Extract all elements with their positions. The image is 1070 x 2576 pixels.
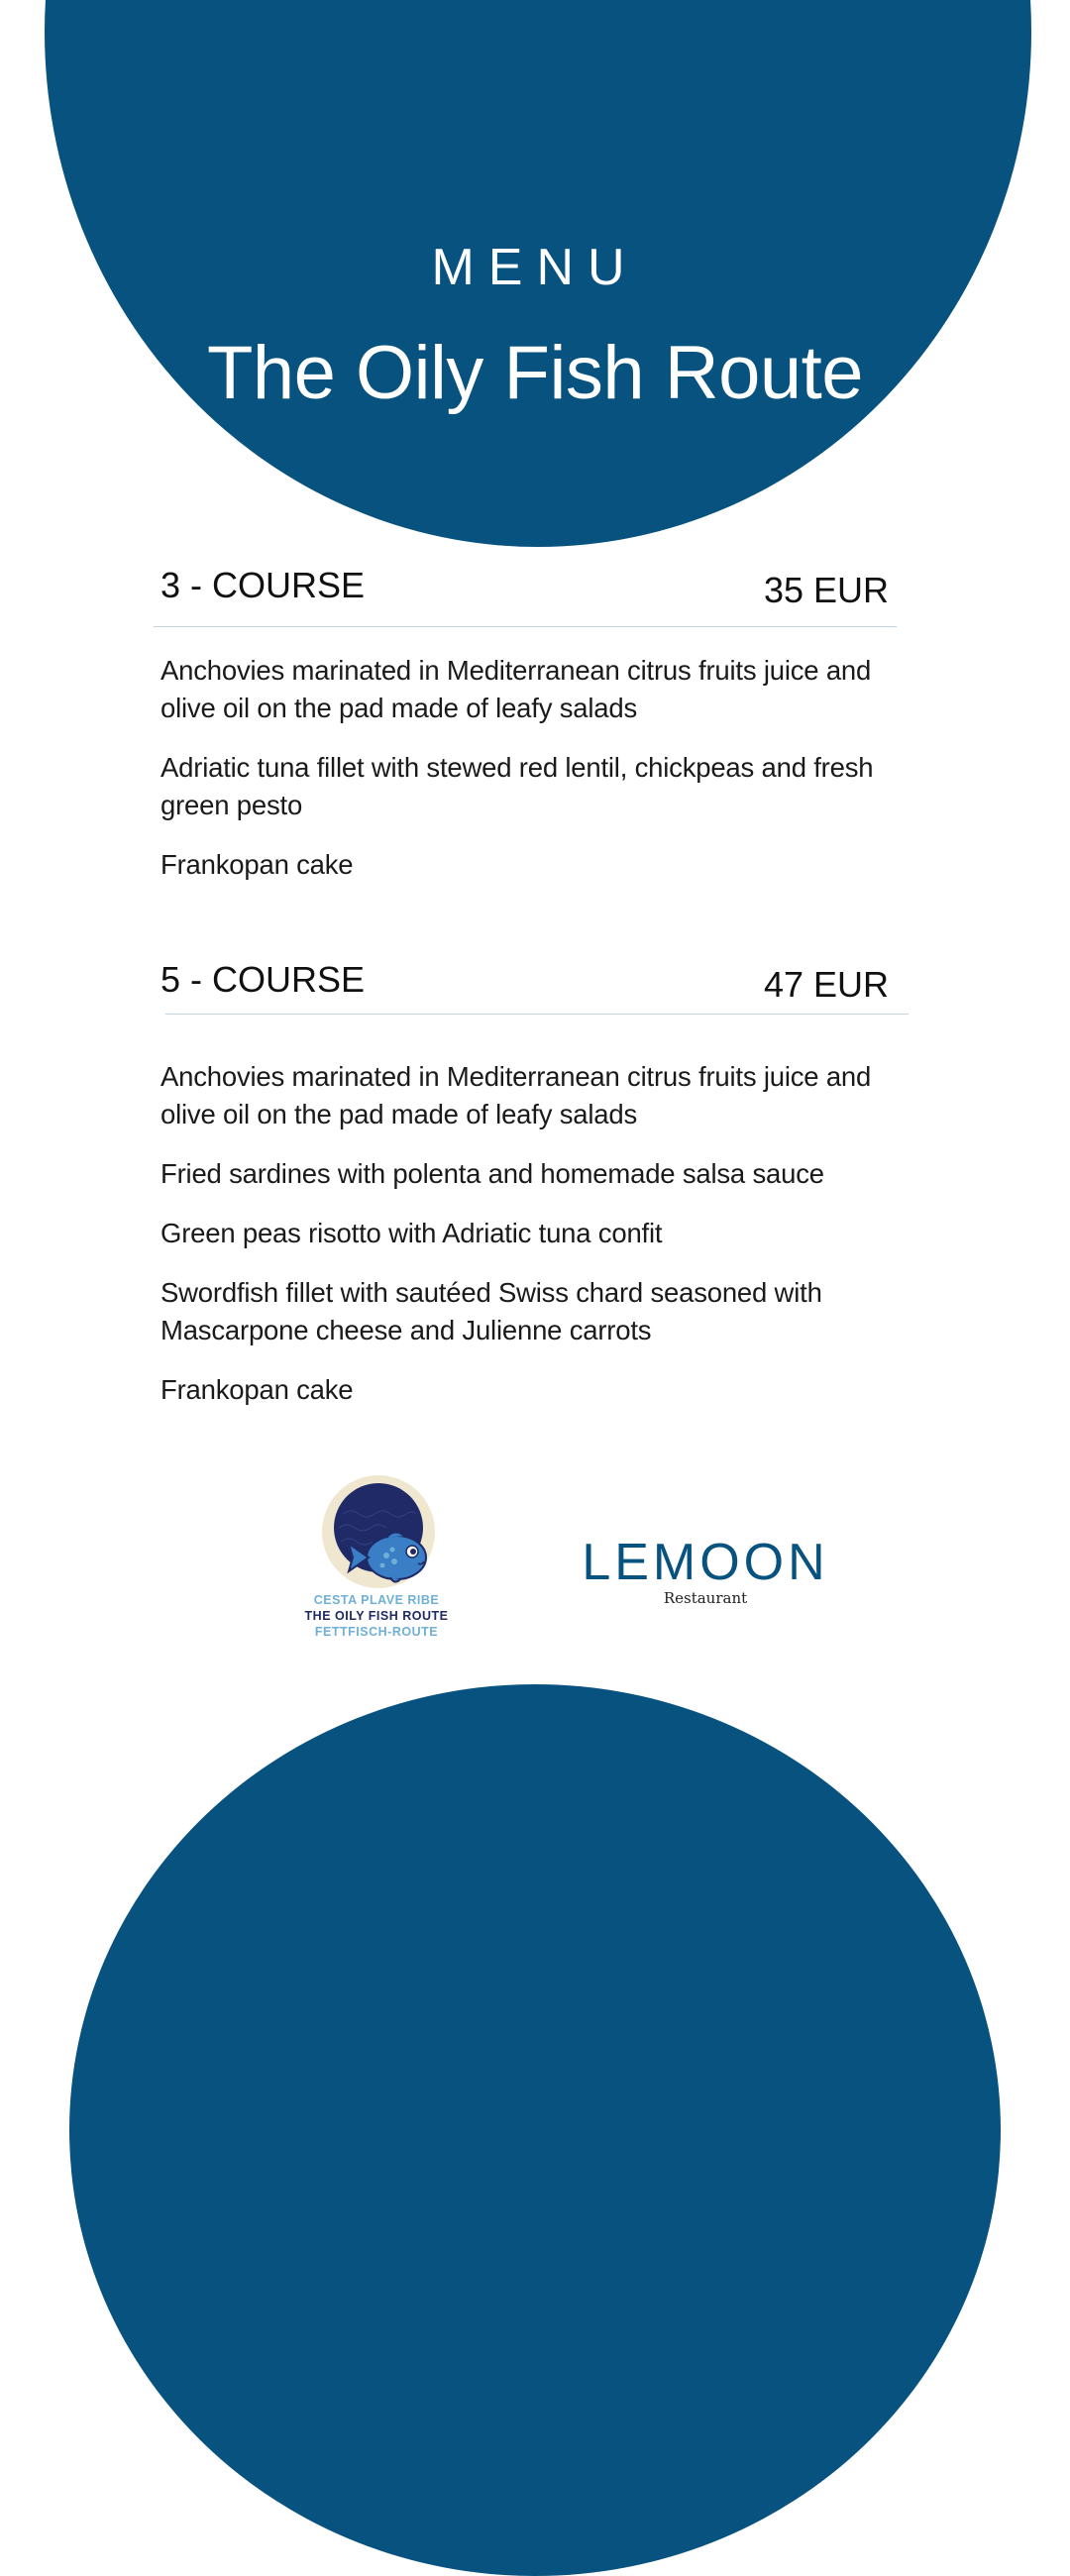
course-price: 47 EUR: [763, 964, 889, 1005]
course-section-3: [160, 565, 889, 880]
lemoon-wordmark-text: LEMOON: [582, 1536, 829, 1585]
course-divider: [154, 626, 897, 627]
fish-logo-line2: THE OILY FISH ROUTE: [304, 1609, 449, 1623]
dish-list: [160, 1058, 889, 1431]
dish-item: Fried sardines with polenta and homemade salsa sauce: [160, 1158, 824, 1189]
fish-icon: [321, 1474, 436, 1589]
dish-item: Frankopan cake: [160, 849, 354, 880]
course-header: [160, 565, 889, 624]
menu-label: MENU: [431, 239, 639, 296]
dish-item: Green peas risotto with Adriatic tuna confit: [160, 1218, 663, 1248]
fish-logo-line3: FETTFISCH-ROUTE: [314, 1625, 439, 1639]
lemoon-wordmark: [577, 1536, 834, 1585]
course-name: 3 - COURSE: [160, 565, 366, 605]
dish-item: Anchovies marinated in Mediterranean citrus fruits juice and olive oil on the pad made of leafy salads: [160, 655, 872, 723]
dish-item: Frankopan cake: [160, 1374, 354, 1405]
oily-fish-route-logo: [297, 1474, 456, 1643]
menu-title: The Oily Fish Route: [206, 331, 864, 415]
course-section-5: [160, 959, 889, 1405]
fish-logo-line1: CESTA PLAVE RIBE: [313, 1593, 440, 1607]
lemoon-logo: [577, 1536, 834, 1615]
course-price: 35 EUR: [763, 570, 889, 610]
dish-item: Adriatic tuna fillet with stewed red lentil, chickpeas and fresh green pesto: [160, 752, 874, 820]
lemoon-subtitle: Restaurant: [663, 1589, 748, 1607]
bottom-decorative-circle: [69, 1684, 1001, 2576]
dish-item: Anchovies marinated in Mediterranean citrus fruits juice and olive oil on the pad made of leafy salads: [160, 1061, 872, 1129]
course-header: [160, 959, 889, 1019]
dish-item: Swordfish fillet with sautéed Swiss chard seasoned with Mascarpone cheese and Julienne carrots: [160, 1277, 822, 1345]
dish-list: [160, 652, 889, 906]
course-name: 5 - COURSE: [160, 959, 366, 1000]
course-divider: [165, 1014, 909, 1015]
